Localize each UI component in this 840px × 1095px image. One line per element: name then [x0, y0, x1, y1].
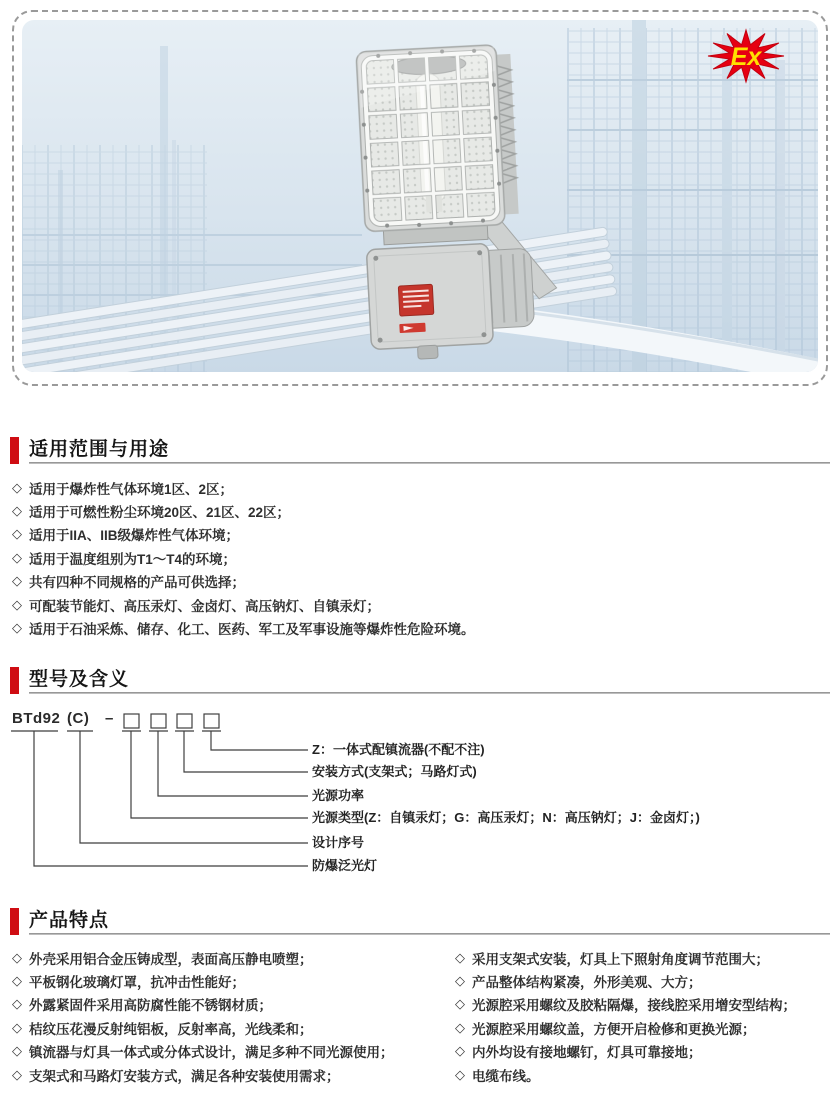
feature-item — [455, 1063, 833, 1086]
conduit-stub — [417, 345, 438, 359]
diamond-bullet-icon: ◇ — [12, 549, 22, 565]
diamond-bullet-icon: ◇ — [12, 1019, 22, 1035]
feature-item — [12, 1063, 448, 1086]
usage-item-text: 适用于爆炸性气体环境1区、2区； — [29, 481, 234, 497]
model-label-ballast: Z：一体式配镇流器(不配不注) — [312, 742, 485, 757]
feature-item — [455, 969, 833, 992]
section-header-model — [10, 667, 830, 697]
red-accent-bar — [10, 908, 19, 935]
features-list-left — [12, 946, 448, 1086]
diamond-bullet-icon: ◇ — [12, 1066, 22, 1082]
model-label-design-serial: 设计序号 — [312, 835, 365, 850]
usage-list-item — [12, 593, 827, 616]
feature-item — [455, 946, 833, 969]
model-label-mounting: 安装方式(支架式；马路灯式) — [312, 764, 477, 779]
feature-item-text: 镇流器与灯具一体式或分体式设计，满足多种不同光源使用； — [29, 1045, 394, 1061]
model-code-dash: – — [105, 710, 114, 727]
feature-item-text: 光源腔采用螺纹盖，方便开启检修和更换光源； — [472, 1021, 756, 1037]
usage-list-item — [12, 616, 827, 639]
diamond-bullet-icon: ◇ — [455, 949, 465, 965]
usage-list-item — [12, 476, 827, 499]
model-placeholder-boxes — [124, 714, 219, 728]
usage-list-item — [12, 499, 827, 522]
model-code-suffix: (C) — [67, 710, 90, 727]
feature-item-text: 采用支架式安装，灯具上下照射角度调节范围大； — [472, 951, 769, 967]
section-header-usage — [10, 437, 830, 467]
feature-item-text: 平板钢化玻璃灯罩，抗冲击性能好； — [29, 975, 245, 991]
section-divider-line — [29, 692, 830, 694]
ex-badge — [706, 28, 788, 86]
feature-item — [12, 946, 448, 969]
diamond-bullet-icon: ◇ — [455, 996, 465, 1012]
section-header-features — [10, 908, 830, 938]
feature-item — [455, 1016, 833, 1039]
diamond-bullet-icon: ◇ — [455, 1066, 465, 1082]
diamond-bullet-icon: ◇ — [12, 596, 22, 612]
model-code-prefix: BTd92 — [12, 710, 61, 727]
red-accent-bar — [10, 667, 19, 694]
red-nameplate — [398, 284, 434, 316]
diamond-bullet-icon: ◇ — [12, 973, 22, 989]
features-list-right — [455, 946, 833, 1086]
feature-item-text: 内外均设有接地螺钉，灯具可靠接地； — [472, 1045, 702, 1061]
usage-item-text: 适用于可燃性粉尘环境20区、21区、22区； — [29, 505, 291, 521]
feature-item-text: 电缆布线。 — [472, 1068, 540, 1084]
industrial-scene-illustration — [22, 20, 818, 372]
diamond-bullet-icon: ◇ — [455, 973, 465, 989]
diamond-bullet-icon: ◇ — [12, 996, 22, 1012]
feature-item-text: 产品整体结构紧凑，外形美观、大方； — [472, 975, 702, 991]
model-label-product-name: 防爆泛光灯 — [312, 858, 378, 873]
model-label-power: 光源功率 — [312, 788, 365, 803]
model-label-source-type: 光源类型(Z：自镇汞灯；G：高压汞灯；N：高压钠灯；J：金卤灯；) — [312, 810, 700, 825]
red-accent-bar — [10, 437, 19, 464]
diamond-bullet-icon: ◇ — [12, 503, 22, 519]
feature-item — [455, 993, 833, 1016]
usage-item-text: 适用于IIA、IIB级爆炸性气体环境； — [29, 528, 240, 544]
diamond-bullet-icon: ◇ — [12, 620, 22, 636]
diamond-bullet-icon: ◇ — [12, 573, 22, 589]
section-title: 型号及含义 — [29, 669, 130, 690]
model-code-diagram — [10, 705, 832, 883]
usage-list-item — [12, 546, 827, 569]
section-divider-line — [29, 462, 830, 464]
feature-item — [455, 1040, 833, 1063]
usage-item-text: 适用于石油采炼、储存、化工、医药、军工及军事设施等爆炸性危险环境。 — [29, 622, 475, 638]
diamond-bullet-icon: ◇ — [12, 479, 22, 495]
model-diagram-lines — [10, 705, 832, 883]
feature-item-text: 外壳采用铝合金压铸成型，表面高压静电喷塑； — [29, 951, 313, 967]
usage-list — [12, 476, 827, 640]
diamond-bullet-icon: ◇ — [12, 1043, 22, 1059]
feature-item-text: 光源腔采用螺纹及胶粘隔爆，接线腔采用增安型结构； — [472, 998, 796, 1014]
usage-list-item — [12, 570, 827, 593]
section-title: 适用范围与用途 — [29, 439, 170, 460]
ex-badge-text: Ex — [730, 43, 762, 71]
usage-item-text: 适用于温度组别为T1～T4的环境； — [29, 551, 237, 567]
ballast-box — [366, 243, 494, 361]
diamond-bullet-icon: ◇ — [455, 1019, 465, 1035]
diamond-bullet-icon: ◇ — [455, 1043, 465, 1059]
feature-item-text: 外露紧固件采用高防腐性能不锈钢材质； — [29, 998, 272, 1014]
feature-item-text: 支架式和马路灯安装方式，满足各种安装使用需求； — [29, 1068, 340, 1084]
feature-item-text: 桔纹压花漫反射纯铝板，反射率高，光线柔和； — [29, 1021, 313, 1037]
diamond-bullet-icon: ◇ — [12, 526, 22, 542]
usage-list-item — [12, 523, 827, 546]
section-title: 产品特点 — [29, 910, 110, 931]
usage-item-text: 可配装节能灯、高压汞灯、金卤灯、高压钠灯、自镇汞灯； — [29, 598, 380, 614]
feature-item — [12, 1016, 448, 1039]
hero-product-photo — [22, 20, 818, 372]
lamp-head — [356, 45, 505, 232]
section-divider-line — [29, 933, 830, 935]
feature-item — [12, 1040, 448, 1063]
feature-item — [12, 969, 448, 992]
diamond-bullet-icon: ◇ — [12, 949, 22, 965]
usage-item-text: 共有四种不同规格的产品可供选择； — [29, 575, 245, 591]
feature-item — [12, 993, 448, 1016]
